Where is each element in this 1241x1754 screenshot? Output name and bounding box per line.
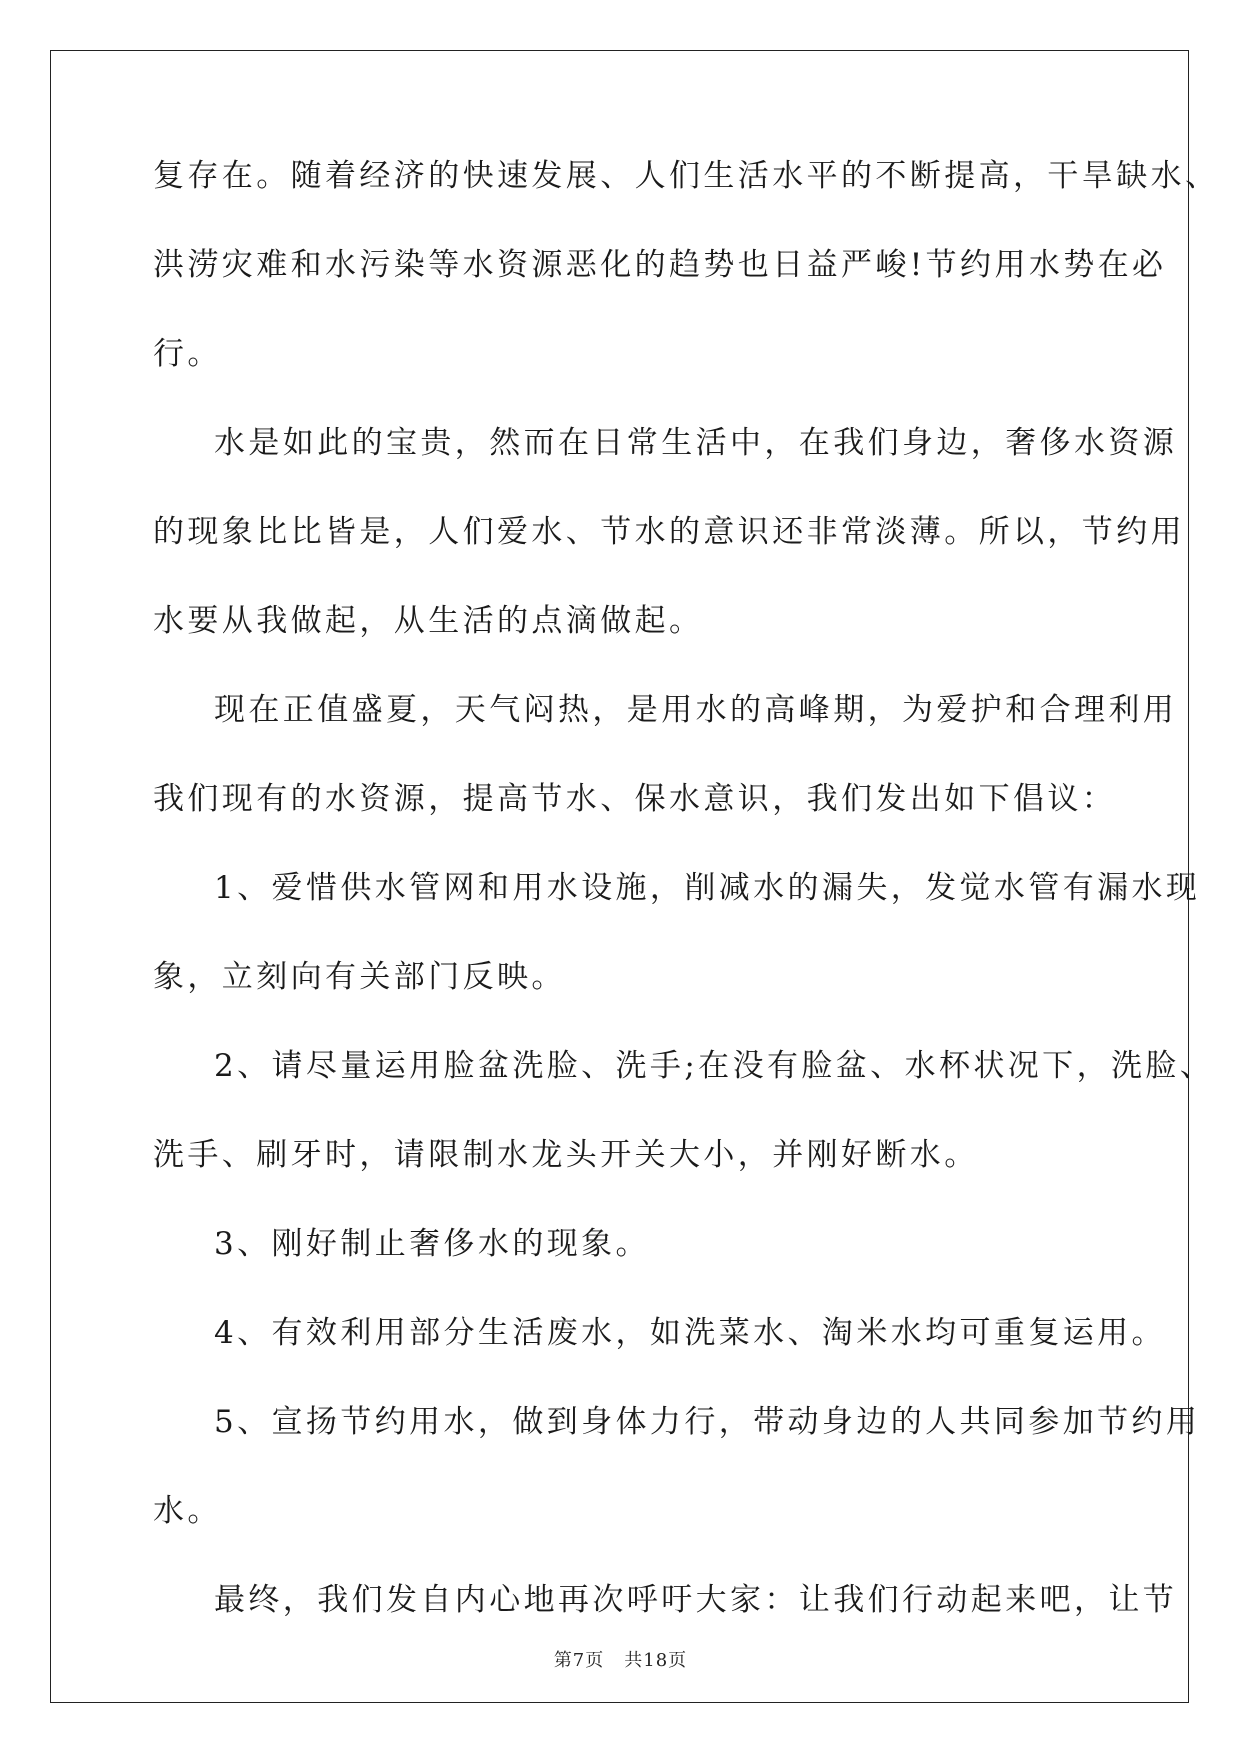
text-line: 洗手、刷牙时，请限制水龙头开关大小，并刚好断水。: [153, 1137, 979, 1173]
text-line: 我们现有的水资源，提高节水、保水意识，我们发出如下倡议：: [153, 781, 1117, 817]
text-line: 现在正值盛夏，天气闷热，是用水的高峰期，为爱护和合理利用: [214, 692, 1178, 728]
text-line: 2、请尽量运用脸盆洗脸、洗手;在没有脸盆、水杯状况下，洗脸、: [214, 1048, 1215, 1084]
text-line: 最终，我们发自内心地再次呼吁大家：让我们行动起来吧，让节: [214, 1582, 1178, 1618]
page-total: 共18页: [624, 1650, 688, 1671]
text-line: 4、有效利用部分生活废水，如洗菜水、淘米水均可重复运用。: [214, 1315, 1166, 1351]
text-line: 水。: [153, 1493, 222, 1529]
text-line: 的现象比比皆是，人们爱水、节水的意识还非常淡薄。所以，节约用: [153, 514, 1185, 550]
text-line: 水要从我做起，从生活的点滴做起。: [153, 603, 704, 639]
text-line: 复存在。随着经济的快速发展、人们生活水平的不断提高，干旱缺水、: [153, 158, 1220, 194]
text-line: 1、爱惜供水管网和用水设施，削减水的漏失，发觉水管有漏水现: [214, 870, 1201, 906]
page-footer: [0, 1646, 1241, 1672]
text-line: 洪涝灾难和水污染等水资源恶化的趋势也日益严峻!节约用水势在必: [153, 247, 1167, 283]
text-line: 行。: [153, 336, 222, 372]
text-line: 象，立刻向有关部门反映。: [153, 959, 566, 995]
document-body: [153, 146, 1220, 1659]
page-number: 第7页: [553, 1650, 605, 1671]
text-line: 3、刚好制止奢侈水的现象。: [214, 1226, 650, 1262]
text-line: 水是如此的宝贵，然而在日常生活中，在我们身边，奢侈水资源: [214, 425, 1178, 461]
text-line: 5、宣扬节约用水，做到身体力行，带动身边的人共同参加节约用: [214, 1404, 1201, 1440]
